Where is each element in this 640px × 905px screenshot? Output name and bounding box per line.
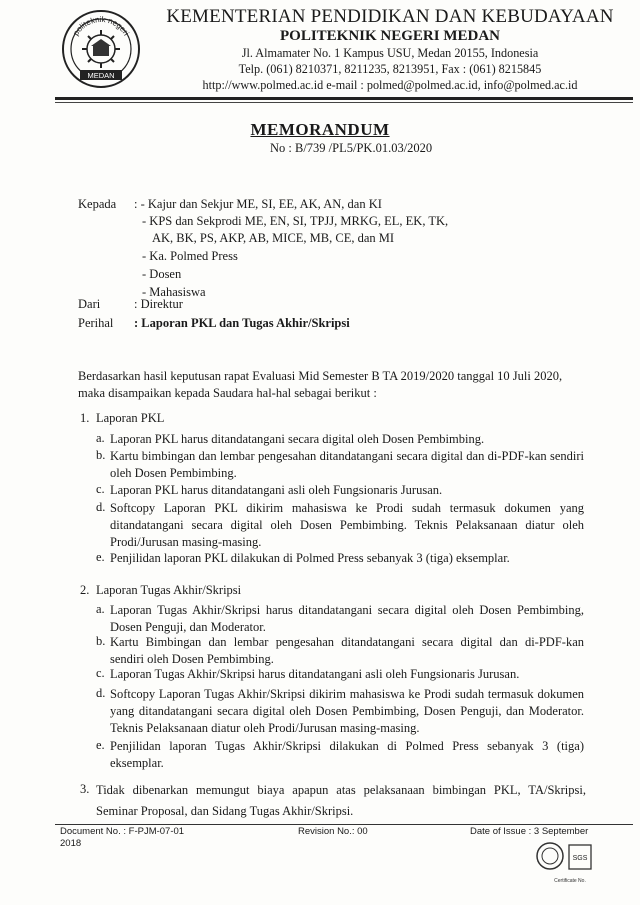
kepada-line: - Mahasiswa xyxy=(142,285,206,299)
item-letter: d. xyxy=(96,686,106,700)
document-number: Document No. : F-PJM-07-01 xyxy=(60,826,185,837)
list-item: Softcopy Laporan PKL dikirim mahasiswa ke Prodi sudah termasuk dokumen yang ditandatangani secara digital oleh Dosen Pembimbing. Teknis Pelaksanaan diatur oleh Prodi/Jurusan masing-masing. xyxy=(110,501,584,549)
polmed-logo xyxy=(60,8,142,90)
svg-text:politeknik negeri: politeknik negeri xyxy=(71,14,131,38)
section-title: Laporan PKL xyxy=(96,411,165,425)
document-year: 2018 xyxy=(60,838,82,849)
list-item: Penjilidan laporan PKL dilakukan di Polmed Press sebanyak 3 (tiga) eksemplar. xyxy=(110,551,510,565)
list-item: Laporan Tugas Akhir/Skripsi harus ditandatangani secara digital oleh Dosen Pembimbing, Dosen Penguji, dan Moderator. xyxy=(110,603,584,634)
kepada-label: Kepada xyxy=(78,197,117,211)
certification-seal xyxy=(533,838,607,886)
letterhead-rule-thick xyxy=(55,97,633,100)
kepada-line: - Dosen xyxy=(142,267,182,281)
list-item: Softcopy Laporan Tugas Akhir/Skripsi dikirim mahasiswa ke Prodi sudah termasuk dokumen yang ditandatangani secara digital oleh Dosen Pembimbing, Dosen Penguji, dan Moderator. Teknis Pelaksanaan diatur oleh Prodi/Jurusan masing-masing. xyxy=(110,687,584,735)
ministry-name: KEMENTERIAN PENDIDIKAN DAN KEBUDAYAAN xyxy=(166,6,614,27)
item-letter: c. xyxy=(96,666,105,680)
item-letter: c. xyxy=(96,482,105,496)
phone-fax: Telp. (061) 8210371, 8211235, 8213951, Fax : (061) 8215845 xyxy=(238,62,542,76)
item-letter: d. xyxy=(96,500,106,514)
list-item: Laporan PKL harus ditandatangani asli oleh Fungsionaris Jurusan. xyxy=(110,483,443,497)
dari-value: : Direktur xyxy=(134,297,183,311)
address: Jl. Almamater No. 1 Kampus USU, Medan 20155, Indonesia xyxy=(241,46,539,60)
letterhead-rule-thin xyxy=(55,102,633,103)
dari-label: Dari xyxy=(78,297,101,311)
section-number: 1. xyxy=(80,411,90,425)
list-item: Laporan Tugas Akhir/Skripsi harus ditandatangani asli oleh Fungsionaris Jurusan. xyxy=(110,667,520,681)
intro-paragraph: Berdasarkan hasil keputusan rapat Evaluasi Mid Semester B TA 2019/2020 tanggal 10 Juli 2020, maka disampaikan kepada Saudara hal-hal sebagai berikut : xyxy=(78,369,563,400)
perihal-value: : Laporan PKL dan Tugas Akhir/Skripsi xyxy=(134,316,350,330)
item-letter: b. xyxy=(96,634,106,648)
svg-text:SGS: SGS xyxy=(572,855,588,862)
item-letter: a. xyxy=(96,602,105,616)
list-item: Kartu bimbingan dan lembar pengesahan ditandatangani secara digital dan di-PDF-kan sendiri oleh Dosen Pembimbing. xyxy=(110,449,584,480)
list-item: Laporan PKL harus ditandatangani secara digital oleh Dosen Pembimbing. xyxy=(110,432,485,446)
item-letter: e. xyxy=(96,738,105,752)
kepada-line: - Ka. Polmed Press xyxy=(142,249,238,263)
item-letter: a. xyxy=(96,431,105,445)
item-letter: b. xyxy=(96,448,106,462)
memo-number: No : B/739 /PL5/PK.01.03/2020 xyxy=(270,141,433,155)
svg-text:MEDAN: MEDAN xyxy=(87,71,115,80)
date-of-issue: Date of Issue : 3 September xyxy=(470,826,589,837)
section-title: Laporan Tugas Akhir/Skripsi xyxy=(96,583,242,597)
perihal-label: Perihal xyxy=(78,316,114,330)
svg-text:Certificate No.: Certificate No. xyxy=(554,878,586,884)
item-letter: e. xyxy=(96,550,105,564)
revision-number: Revision No.: 00 xyxy=(298,826,368,837)
list-item: Kartu Bimbingan dan lembar pengesahan ditandatangani secara digital dan di-PDF-kan sendiri oleh Dosen Pembimbing. xyxy=(110,635,584,666)
footer-rule xyxy=(55,824,633,825)
section-number: 3. xyxy=(80,782,90,796)
kepada-line: - KPS dan Sekprodi ME, EN, SI, TPJJ, MRKG, EL, EK, TK, xyxy=(142,214,449,228)
section-text: Tidak dibenarkan memungut biaya apapun atas pelaksanaan bimbingan PKL, TA/Skripsi, Seminar Proposal, dan Sidang Tugas Akhir/Skripsi. xyxy=(96,783,586,818)
kepada-line: : - Kajur dan Sekjur ME, SI, EE, AK, AN, dan KI xyxy=(134,197,382,211)
list-item: Penjilidan laporan Tugas Akhir/Skripsi dilakukan di Polmed Press sebanyak 3 (tiga) eksemplar. xyxy=(110,739,584,770)
institution-name: POLITEKNIK NEGERI MEDAN xyxy=(279,28,501,44)
section-number: 2. xyxy=(80,583,90,597)
web-email: http://www.polmed.ac.id e-mail : polmed@polmed.ac.id, info@polmed.ac.id xyxy=(202,78,578,92)
kepada-line: AK, BK, PS, AKP, AB, MICE, MB, CE, dan MI xyxy=(152,231,395,245)
memo-title: MEMORANDUM xyxy=(250,120,390,139)
